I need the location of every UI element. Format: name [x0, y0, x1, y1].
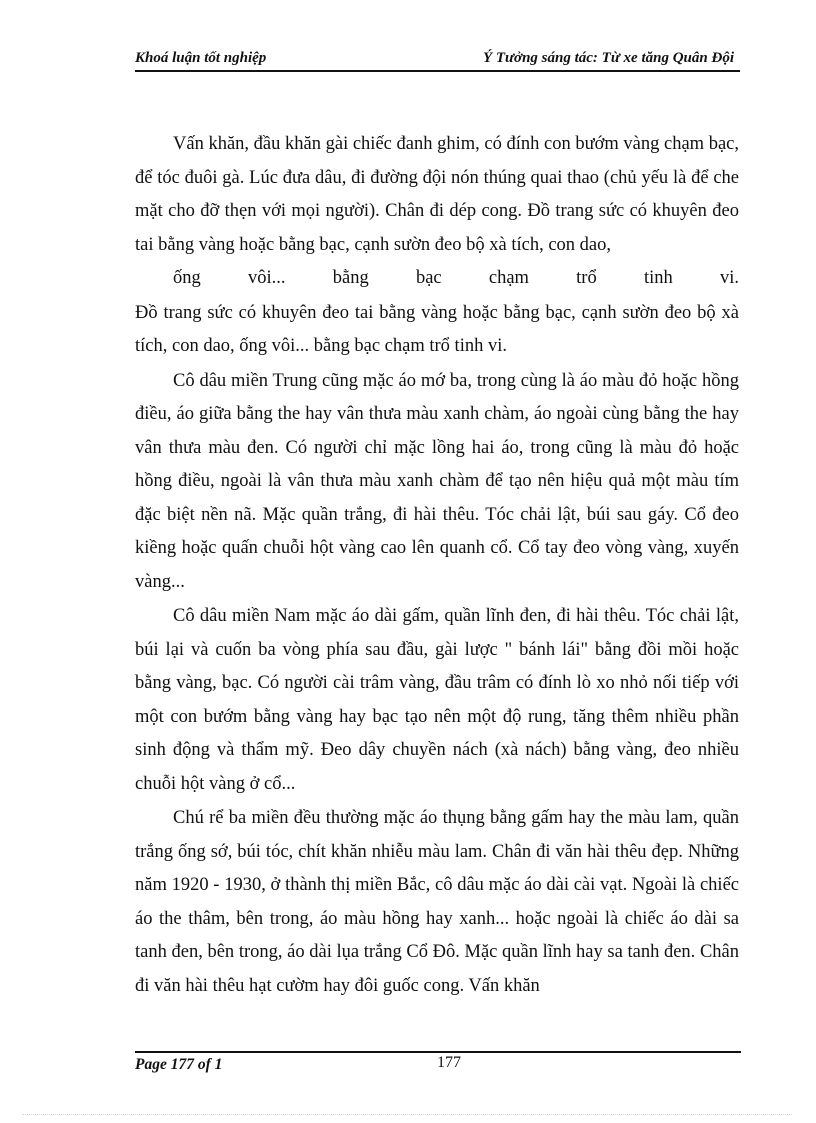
- paragraph-2: Đồ trang sức có khuyên đeo tai bằng vàng hoặc bằng bạc, cạnh sườn đeo bộ xà tích, con dao, ống vôi... bằng bạc chạm trổ tinh vi.: [135, 302, 739, 356]
- page-header: [135, 48, 740, 72]
- paragraph-1-last-line: ống vôi... bằng bạc chạm trổ tinh vi.: [173, 268, 739, 288]
- header-title-right: Ý Tưởng sáng tác: Từ xe tăng Quân Đội: [482, 50, 734, 66]
- footer-page-label: Page 177 of 1: [135, 1056, 223, 1073]
- paragraph-4: Cô dâu miền Nam mặc áo dài gấm, quần lĩnh đen, đi hài thêu. Tóc chải lật, búi lại và cuốn ba vòng phía sau đầu, gài lược " bánh lái" bằng đồi mồi hoặc bằng vàng, bạc. Có người cài trâm vàng, đầu trâm có đính lò xo nhỏ nối tiếp với một con bướm bằng vàng hay bạc tạo nên một độ rung, tăng thêm nhiều phần sinh động và thẩm mỹ. Đeo dây chuyền nách (xà nách) bằng vàng, đeo nhiều chuỗi hột vàng ở cổ...: [135, 606, 739, 794]
- paragraph-5: Chú rể ba miền đều thường mặc áo thụng bằng gấm hay the màu lam, quần trắng ống sớ, búi tóc, chít khăn nhiễu màu lam. Chân đi văn hài thêu đẹp. Những năm 1920 - 1930, ở thành thị miền Bắc, cô dâu mặc áo dài cài vạt. Ngoài là chiếc áo the thâm, bên trong, áo màu hồng hay xanh... hoặc ngoài là chiếc áo dài sa tanh đen, bên trong, áo dài lụa trắng Cổ Đô. Mặc quần lĩnh hay sa tanh đen. Chân đi văn hài thêu hạt cườm hay đôi guốc cong. Vấn khăn: [135, 808, 739, 996]
- paragraph-1-text: Vấn khăn, đầu khăn gài chiếc đanh ghim, có đính con bướm vàng chạm bạc, để tóc đuôi gà. Lúc đưa dâu, đi đường đội nón thúng quai thao (chủ yếu là để che mặt cho đỡ thẹn với mọi người). Chân đi dép cong. Đồ trang sức có khuyên đeo tai bằng vàng hoặc bằng bạc, cạnh sườn đeo bộ xà tích, con dao,: [135, 134, 739, 255]
- paragraph-3: Cô dâu miền Trung cũng mặc áo mớ ba, trong cùng là áo màu đỏ hoặc hồng điều, áo giữa bằng the hay vân thưa màu xanh chàm, áo ngoài cùng bằng the hay vân thưa màu đen. Có người chỉ mặc lồng hai áo, trong cũng là màu đỏ hoặc hồng điều, ngoài là vân thưa màu xanh chàm để tạo nên hiệu quả một màu tím đặc biệt nền nã. Mặc quần trắng, đi hài thêu. Tóc chải lật, búi sau gáy. Cổ đeo kiềng hoặc quấn chuỗi hột vàng cao lên quanh cổ. Cổ tay đeo vòng vàng, xuyến vàng...: [135, 370, 739, 592]
- page-edge-divider: [22, 1114, 792, 1115]
- footer-page-number: 177: [437, 1054, 461, 1071]
- header-title-left: Khoá luận tốt nghiệp: [135, 50, 267, 66]
- document-body: [135, 128, 739, 1004]
- paragraph-1: [135, 128, 739, 296]
- footer-rule: [135, 1051, 741, 1053]
